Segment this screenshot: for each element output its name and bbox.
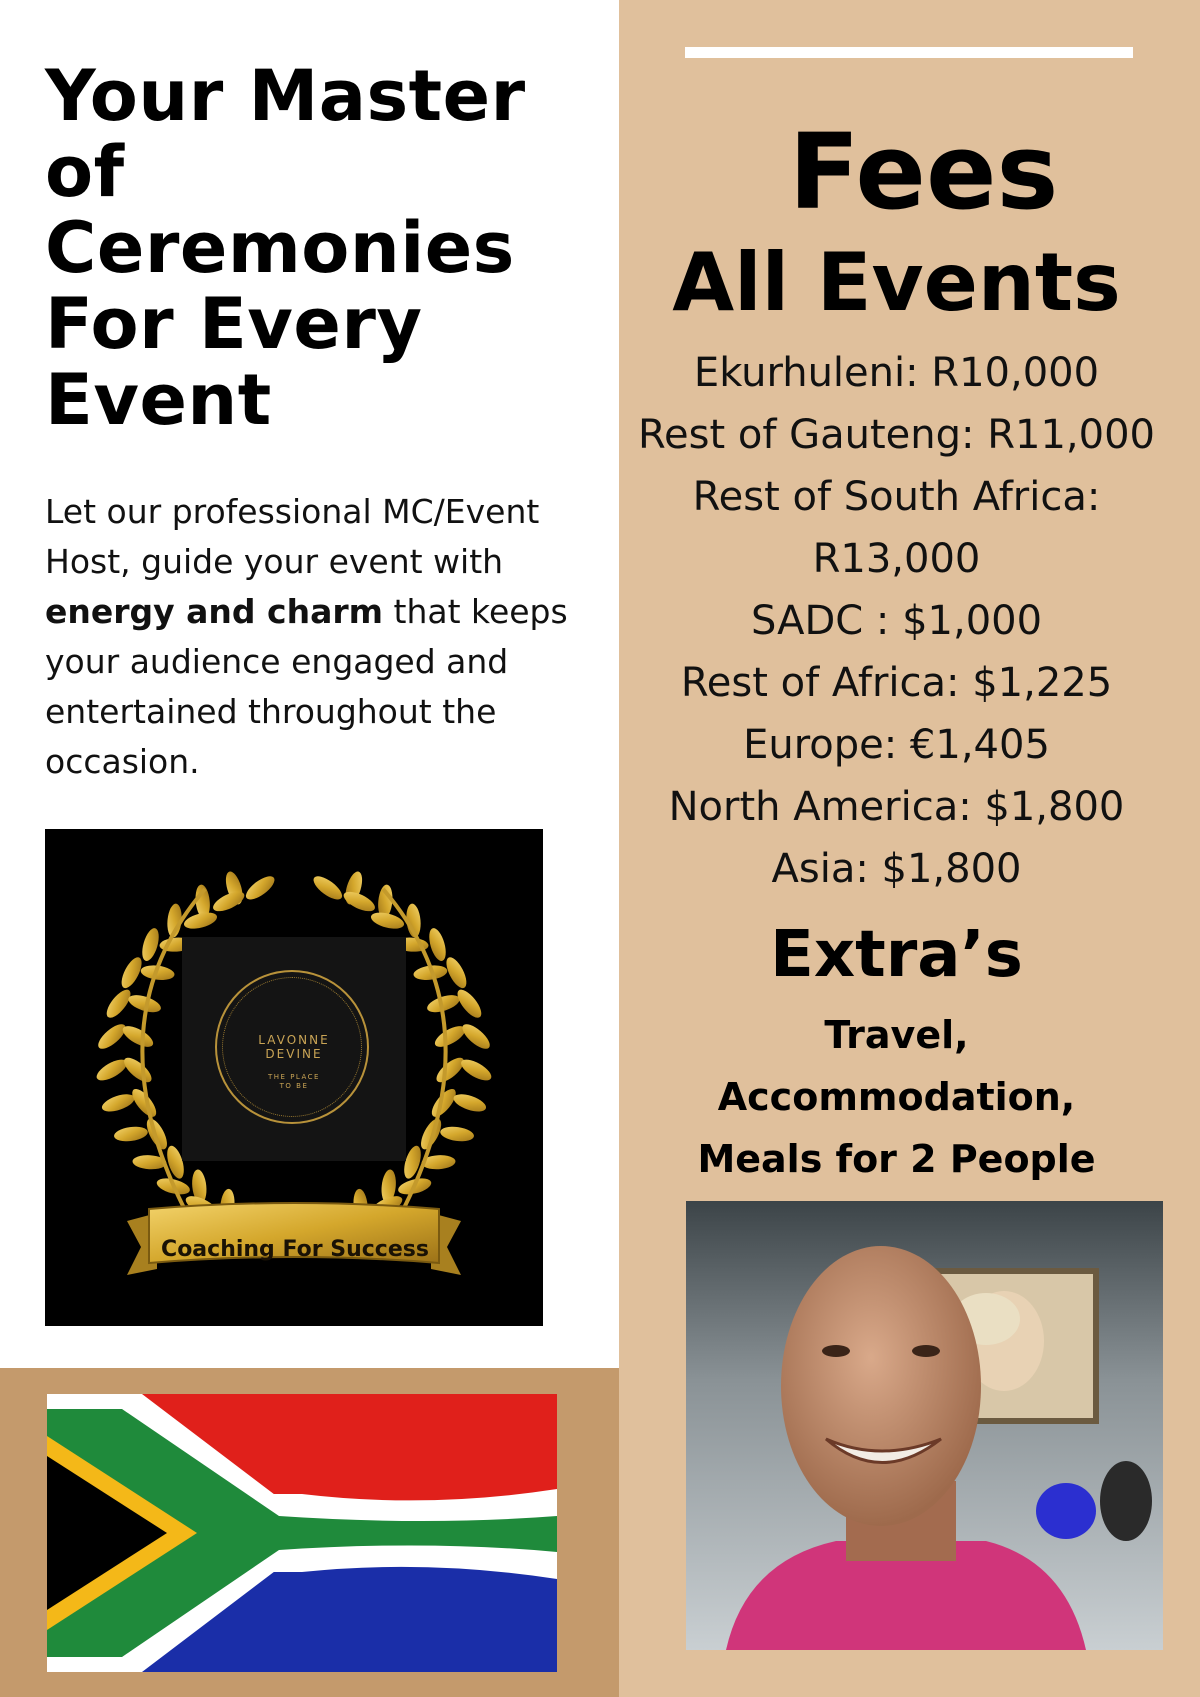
fee-item: Asia: $1,800 xyxy=(771,846,1022,892)
emblem-tagline: THE PLACE xyxy=(268,1073,320,1081)
top-divider xyxy=(685,47,1133,58)
extras-title: Extra’s xyxy=(770,918,1023,992)
headline xyxy=(45,55,605,441)
fee-item: R13,000 xyxy=(812,536,981,582)
fee-item: Rest of South Africa: xyxy=(692,474,1101,520)
fees-subtitle: All Events xyxy=(672,236,1121,329)
emblem-tagline: TO BE xyxy=(279,1082,309,1090)
laurel-leaf xyxy=(103,986,135,1021)
laurel-leaf xyxy=(439,1125,475,1143)
extras-item: Travel, xyxy=(824,1013,969,1057)
laurel-leaf xyxy=(433,1054,468,1087)
extras-list xyxy=(619,1004,1174,1190)
laurel-leaf xyxy=(459,1020,494,1053)
laurel-leaf xyxy=(94,1020,129,1053)
fee-item: North America: $1,800 xyxy=(668,784,1125,830)
fee-item: Rest of Gauteng: R11,000 xyxy=(638,412,1155,458)
headline-line: Ceremonies xyxy=(45,207,515,289)
extras-item: Accommodation, xyxy=(717,1075,1076,1119)
host-portrait-icon xyxy=(686,1201,1163,1650)
south-africa-flag xyxy=(47,1394,557,1672)
laurel-leaf xyxy=(453,986,485,1021)
emblem-name-line: DEVINE xyxy=(265,1047,323,1061)
ribbon-text: Coaching For Success xyxy=(161,1237,429,1262)
extras-item: Meals for 2 People xyxy=(697,1137,1096,1181)
south-africa-flag-icon xyxy=(47,1394,557,1672)
laurel-leaf xyxy=(242,872,278,904)
laurel-leaf xyxy=(451,1091,488,1115)
laurel-leaf xyxy=(426,926,449,963)
laurel-leaf xyxy=(310,872,346,904)
laurel-leaf xyxy=(113,1125,149,1143)
laurel-leaf xyxy=(139,926,162,963)
lavonne-devine-emblem xyxy=(182,937,406,1161)
headline-line: of xyxy=(45,131,125,213)
headline-line: Event xyxy=(45,359,272,441)
fee-list xyxy=(619,342,1174,900)
fee-item: SADC : $1,000 xyxy=(750,598,1043,644)
intro-before: Let our professional MC/Event Host, guide your event with xyxy=(45,492,540,581)
intro-after: that keeps your audience engaged and entertained throughout the occasion. xyxy=(45,592,568,781)
emblem-name-line: LAVONNE xyxy=(258,1033,330,1047)
fee-item: Europe: €1,405 xyxy=(743,722,1050,768)
intro-text xyxy=(45,487,605,787)
laurel-leaf xyxy=(100,1091,137,1115)
headline-line: Your Master xyxy=(45,55,526,137)
fee-item: Rest of Africa: $1,225 xyxy=(680,660,1113,706)
host-portrait-photo xyxy=(686,1201,1163,1650)
fee-item: Ekurhuleni: R10,000 xyxy=(693,350,1100,396)
coaching-logo xyxy=(45,829,543,1326)
intro-emphasis: energy and charm xyxy=(45,592,384,631)
fees-title: Fees xyxy=(788,111,1059,233)
headline-line: For Every xyxy=(45,283,423,365)
laurel-leaf xyxy=(120,1054,155,1087)
